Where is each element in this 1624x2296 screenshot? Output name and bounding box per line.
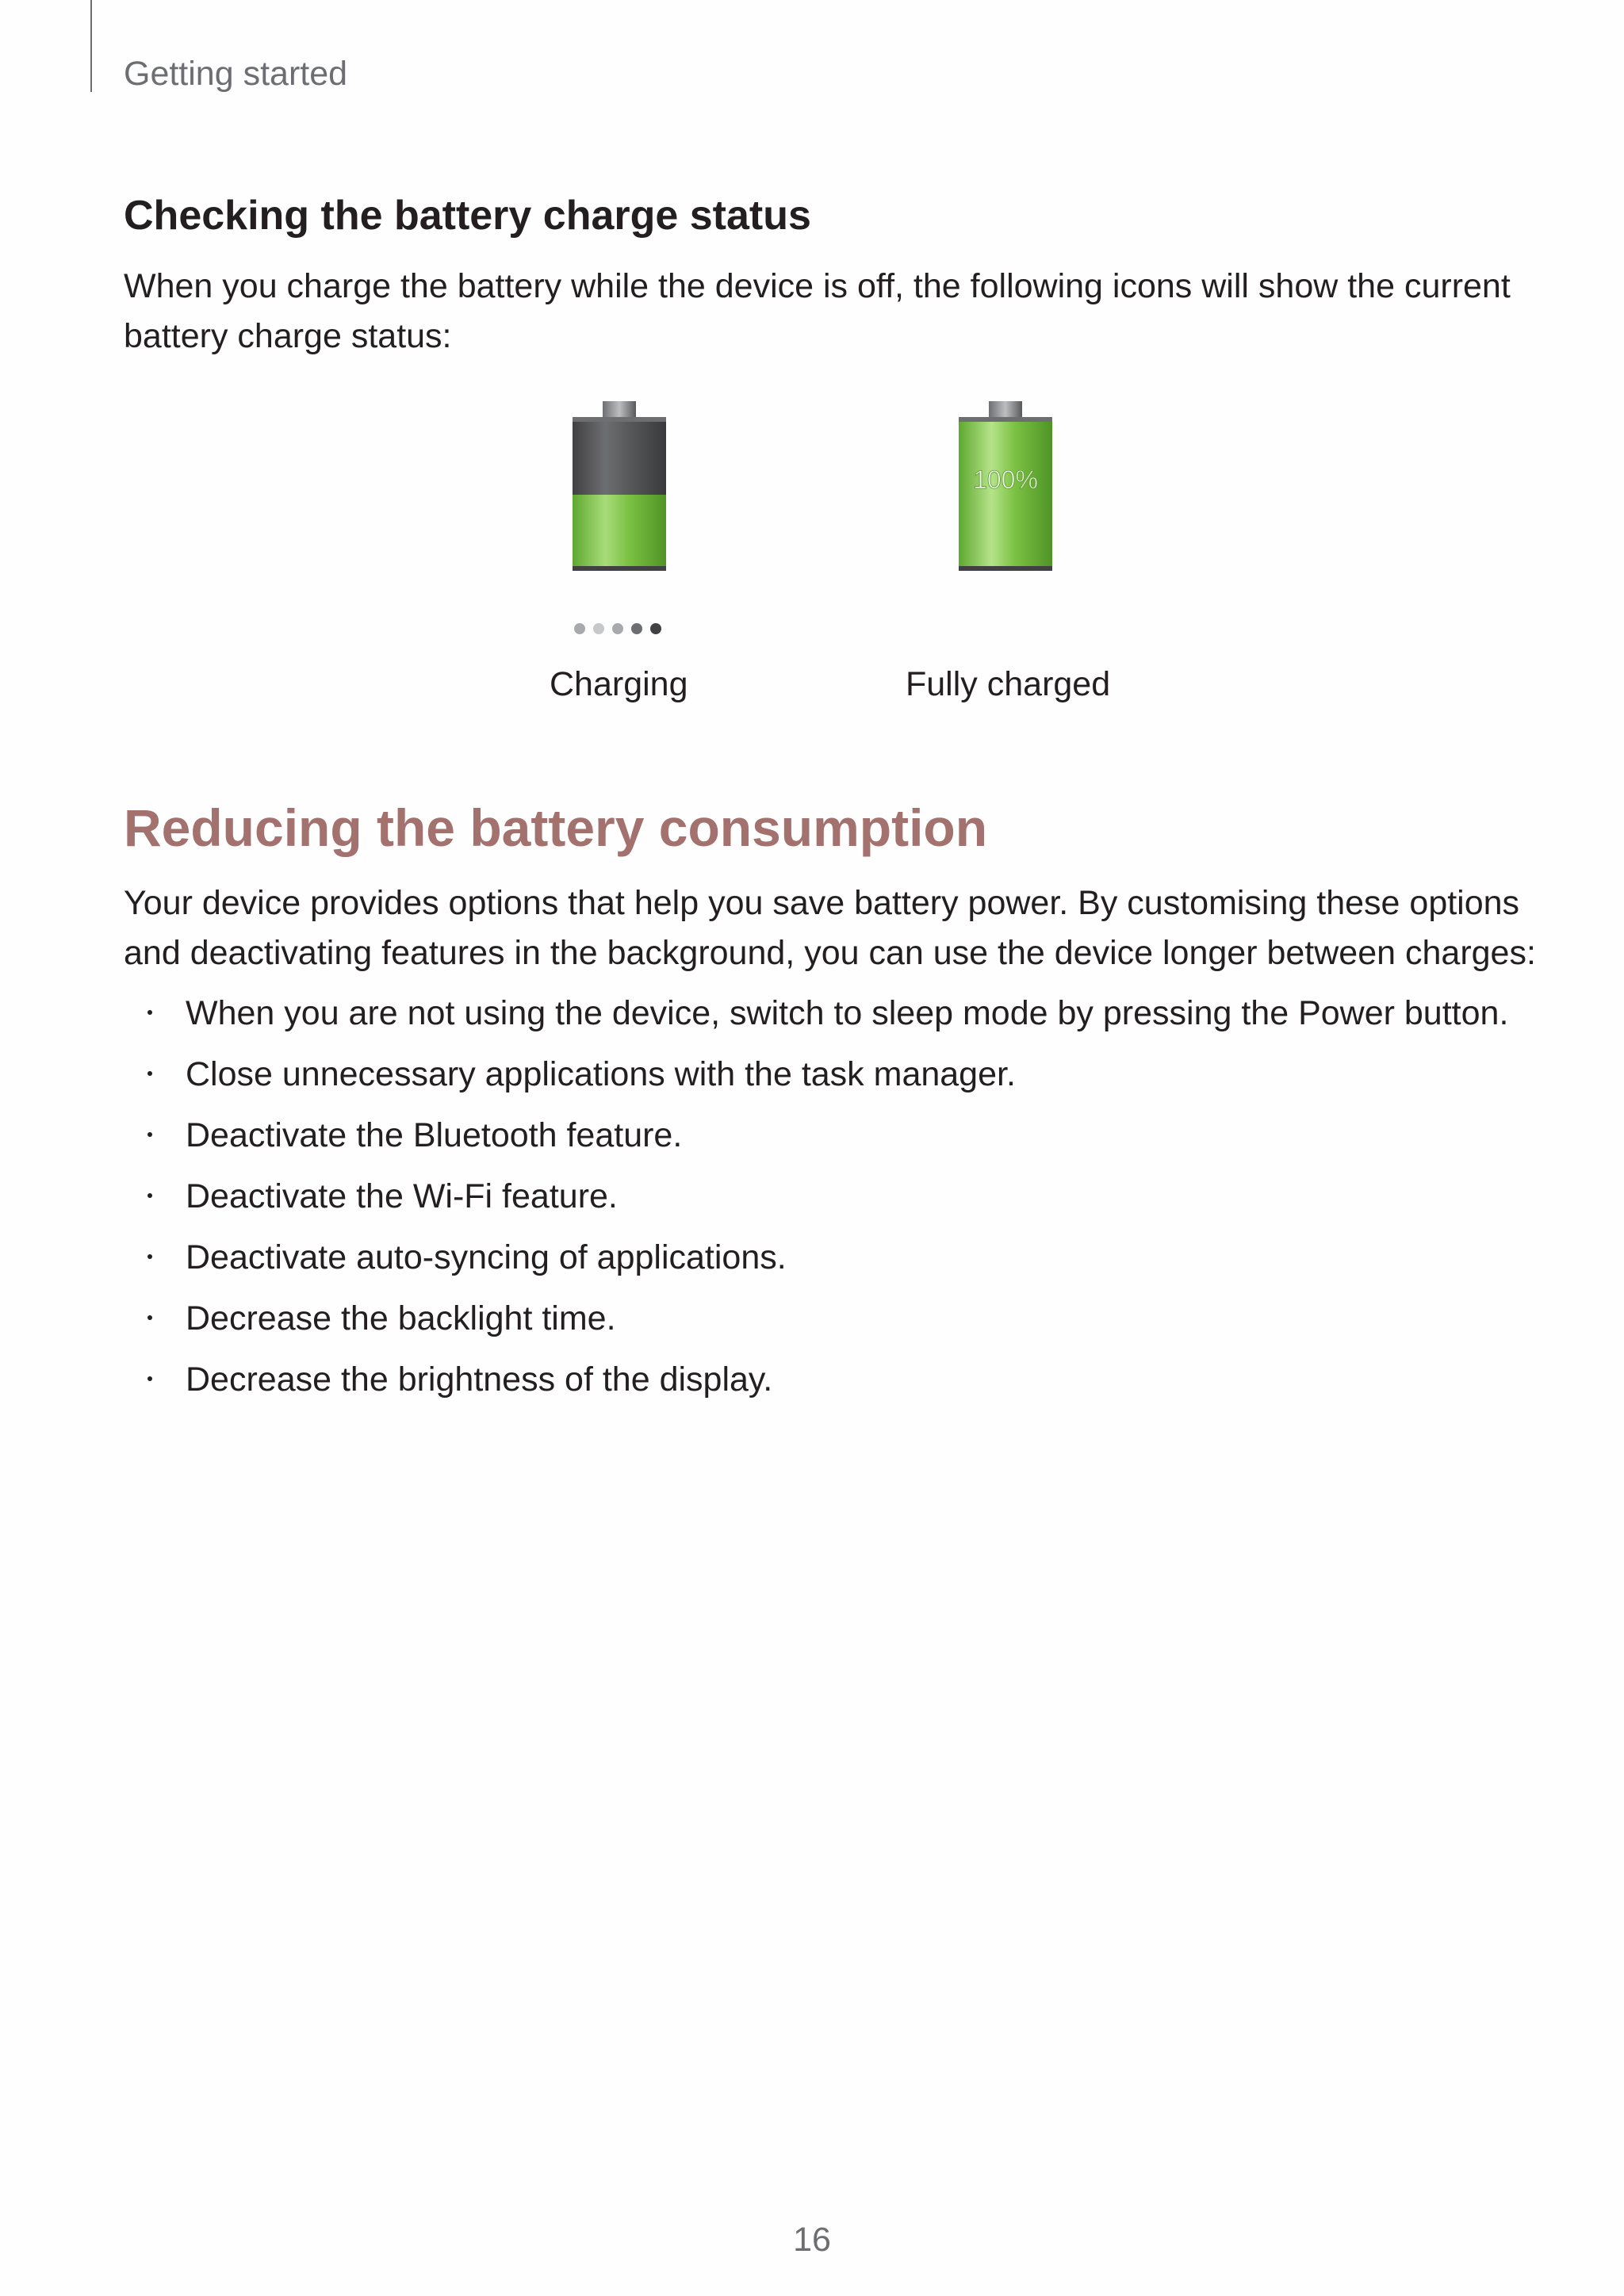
charging-label: Charging <box>550 665 688 703</box>
consumption-intro: Your device provides options that help you save battery power. By customising these options and deactivating features in the background, you can use the device longer between charges: <box>124 884 1536 972</box>
progress-dot <box>574 623 585 634</box>
list-item <box>124 1298 1543 1359</box>
list-item <box>124 1054 1543 1115</box>
list-item <box>124 1359 1543 1420</box>
consumption-heading: Reducing the battery consumption <box>124 798 988 857</box>
battery-full-icon <box>956 401 1055 572</box>
tip-text: Decrease the backlight time. <box>186 1299 616 1337</box>
tip-text: When you are not using the device, switch to sleep mode by pressing the Power button. <box>186 994 1509 1032</box>
list-item <box>124 1176 1543 1237</box>
list-item <box>124 993 1543 1054</box>
tip-text: Decrease the brightness of the display. <box>186 1360 773 1399</box>
battery-status-figure <box>0 0 1624 729</box>
tips-list <box>124 993 1543 1420</box>
bullet-icon <box>147 1193 152 1198</box>
tip-text: Deactivate the Wi-Fi feature. <box>186 1177 618 1215</box>
bullet-icon <box>147 1071 152 1076</box>
charging-progress-dots <box>574 623 669 637</box>
battery-status-heading: Checking the battery charge status <box>124 193 811 239</box>
fully-charged-label: Fully charged <box>906 665 1111 703</box>
progress-dot <box>631 623 642 634</box>
bullet-icon <box>147 1010 152 1015</box>
progress-dot <box>612 623 623 634</box>
tip-text: Deactivate the Bluetooth feature. <box>186 1116 683 1154</box>
tip-text: Deactivate auto-syncing of applications. <box>186 1238 787 1276</box>
progress-dot <box>593 623 604 634</box>
tip-text: Close unnecessary applications with the task manager. <box>186 1055 1016 1093</box>
page-number: 16 <box>793 2221 831 2259</box>
battery-percent-text: 100% <box>973 465 1038 494</box>
list-item <box>124 1237 1543 1298</box>
list-item <box>124 1115 1543 1176</box>
bullet-icon <box>147 1132 152 1137</box>
battery-charging-icon <box>569 401 669 572</box>
bullet-icon <box>147 1315 152 1320</box>
bullet-icon <box>147 1254 152 1259</box>
progress-dot <box>650 623 661 634</box>
battery-status-intro: When you charge the battery while the device is off, the following icons will show the current battery charge status: <box>124 267 1511 355</box>
running-header: Getting started <box>124 55 348 93</box>
bullet-icon <box>147 1376 152 1381</box>
